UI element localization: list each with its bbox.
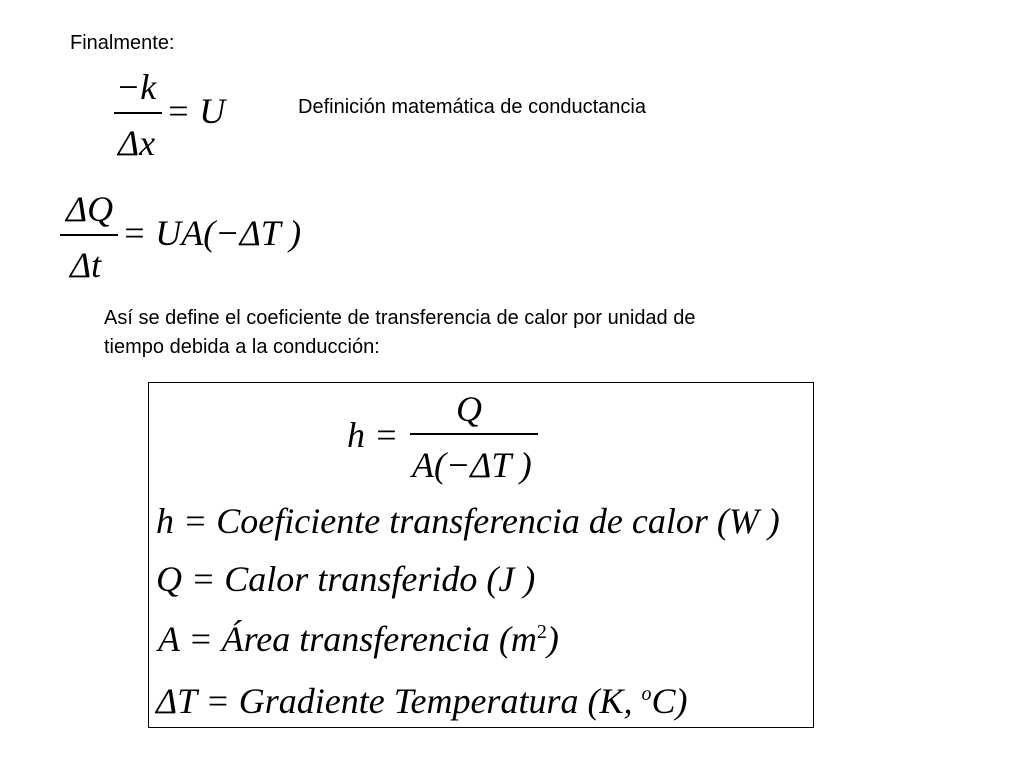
eq1-fraction-bar (114, 112, 162, 114)
eq2-fraction-bar (60, 234, 118, 236)
eq2-denominator: Δt (70, 245, 102, 285)
definition-a-text: A = Área transferencia (m (158, 619, 537, 659)
definition-a-close: ) (546, 619, 559, 659)
paragraph-line-1: Así se define el coeficiente de transferencia de calor por unidad de (104, 307, 696, 329)
h-fraction-bar (410, 433, 538, 435)
definition-delta-t-text: ΔT = Gradiente Temperatura (K, (156, 681, 642, 721)
h-numerator: Q (456, 389, 482, 429)
definition-q: Q = Calor transferido (J ) (156, 559, 536, 599)
h-denominator: A(−ΔT ) (412, 445, 532, 485)
eq1-caption: Definición matemática de conductancia (298, 96, 646, 118)
h-lhs: h = (347, 415, 399, 455)
eq1-rhs: = U (166, 91, 226, 131)
paragraph-line-2: tiempo debida a la conducción: (104, 336, 380, 358)
eq2-numerator: ΔQ (66, 189, 114, 229)
intro-label: Finalmente: (70, 32, 175, 54)
degree-symbol: o (641, 683, 652, 705)
definition-delta-t-close: C) (651, 681, 688, 721)
eq2-rhs: = UA(−ΔT ) (122, 213, 302, 253)
definition-delta-t (156, 680, 687, 722)
definition-a-exponent: 2 (536, 621, 547, 643)
eq1-denominator: Δx (118, 123, 156, 163)
definition-a (158, 618, 559, 660)
eq1-numerator: −k (116, 67, 157, 107)
definition-h: h = Coeficiente transferencia de calor (W ) (156, 501, 780, 541)
